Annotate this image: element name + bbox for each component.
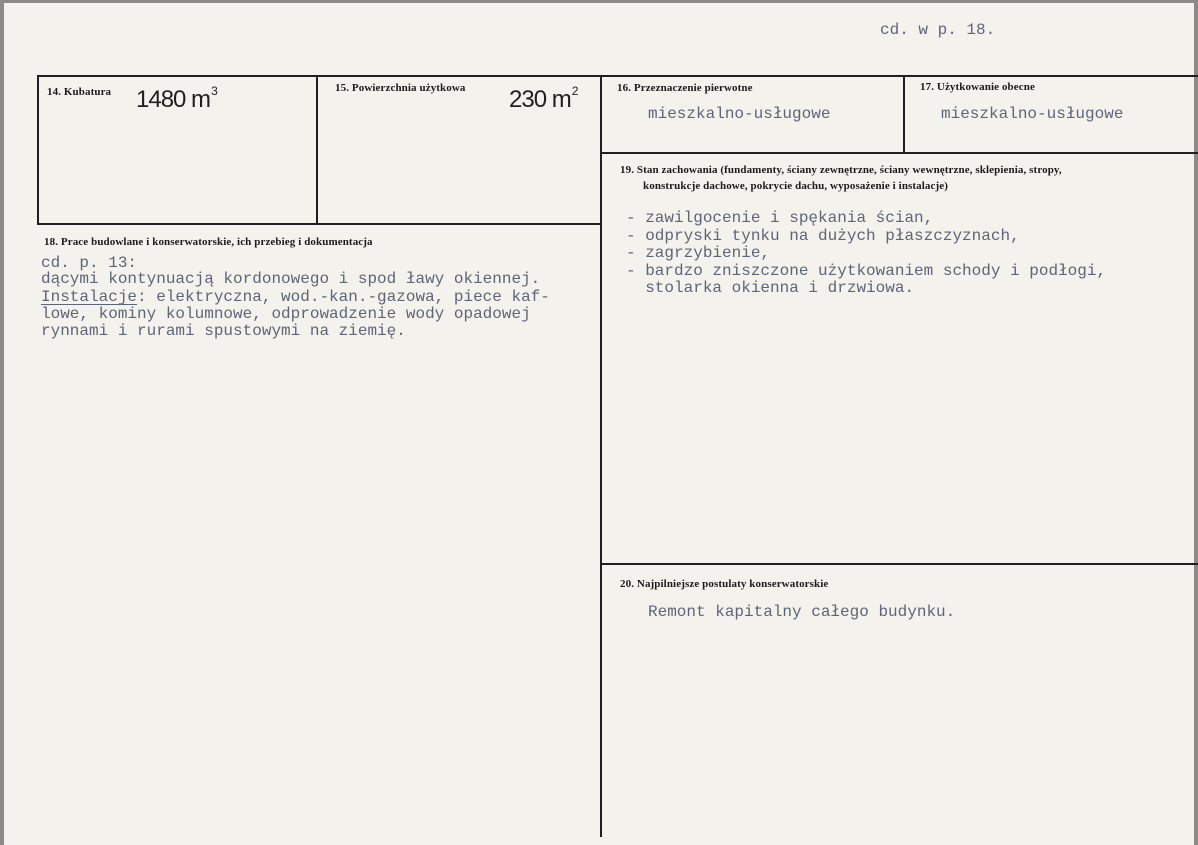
top-rule: [37, 75, 1198, 77]
main-vertical-rule: [600, 75, 602, 837]
field-15-unit-exponent: 2: [571, 84, 578, 98]
rule-above-20: [601, 563, 1198, 565]
field-14-unit-exponent: 3: [211, 84, 217, 98]
field-18-label: 18. Prace budowlane i konserwatorskie, ich przebieg i dokumentacja: [44, 236, 373, 248]
field-19-item: - odpryski tynku na dużych płaszczyznach,: [626, 227, 1020, 245]
field-19-item: - zagrzybienie,: [626, 244, 771, 262]
rule-under-14-15: [37, 223, 602, 225]
field-19-label-line-2: konstrukcje dachowe, pokrycie dachu, wyposażenie i instalacje): [643, 180, 949, 192]
field-19-item: - zawilgocenie i spękania ścian,: [626, 209, 934, 227]
rule-under-16-17: [601, 152, 1198, 154]
field-18-line: rynnami i rurami spustowymi na ziemię.: [41, 322, 406, 340]
field-17-label: 17. Użytkowanie obecne: [920, 81, 1035, 93]
field-18-installations-heading: Instalacje: [41, 288, 138, 306]
field-14-number: 1480 m: [136, 86, 211, 113]
field-14-value: [136, 84, 217, 114]
field-19-label-line-1: 19. Stan zachowania (fundamenty, ściany zewnętrzne, ściany wewnętrzne, sklepienia, stropy,: [620, 164, 1062, 176]
field-18-line: lowe, kominy kolumnowe, odprowadzenie wody opadowej: [41, 305, 531, 323]
left-rule: [37, 75, 39, 225]
card-top-edge: [0, 0, 1198, 3]
field-16-label: 16. Przeznaczenie pierwotne: [617, 82, 753, 94]
field-15-number: 230 m: [509, 86, 571, 113]
field-19-item: stolarka okienna i drzwiowa.: [626, 279, 915, 297]
field-19-item: - bardzo zniszczone użytkowaniem schody i podłogi,: [626, 262, 1107, 280]
card-right-edge: [1194, 0, 1198, 845]
divider-14-15: [316, 75, 318, 225]
field-18-line: [41, 288, 550, 306]
continuation-note: cd. w p. 18.: [880, 21, 996, 39]
field-17-value: mieszkalno-usługowe: [941, 105, 1124, 123]
field-14-label: 14. Kubatura: [47, 86, 112, 98]
field-20-label: 20. Najpilniejsze postulaty konserwatorskie: [620, 578, 829, 590]
field-18-line: cd. p. 13:: [41, 254, 138, 272]
card-left-edge: [0, 0, 4, 845]
field-18-installations-text: : elektryczna, wod.-kan.-gazowa, piece kaf-: [137, 288, 550, 306]
divider-16-17: [903, 75, 905, 153]
field-20-value: Remont kapitalny całego budynku.: [648, 603, 956, 621]
field-16-value: mieszkalno-usługowe: [648, 105, 831, 123]
field-18-line: dącymi kontynuacją kordonowego i spod ławy okiennej.: [41, 270, 541, 288]
field-15-value: [509, 84, 577, 114]
field-15-label: 15. Powierzchnia użytkowa: [335, 82, 466, 94]
